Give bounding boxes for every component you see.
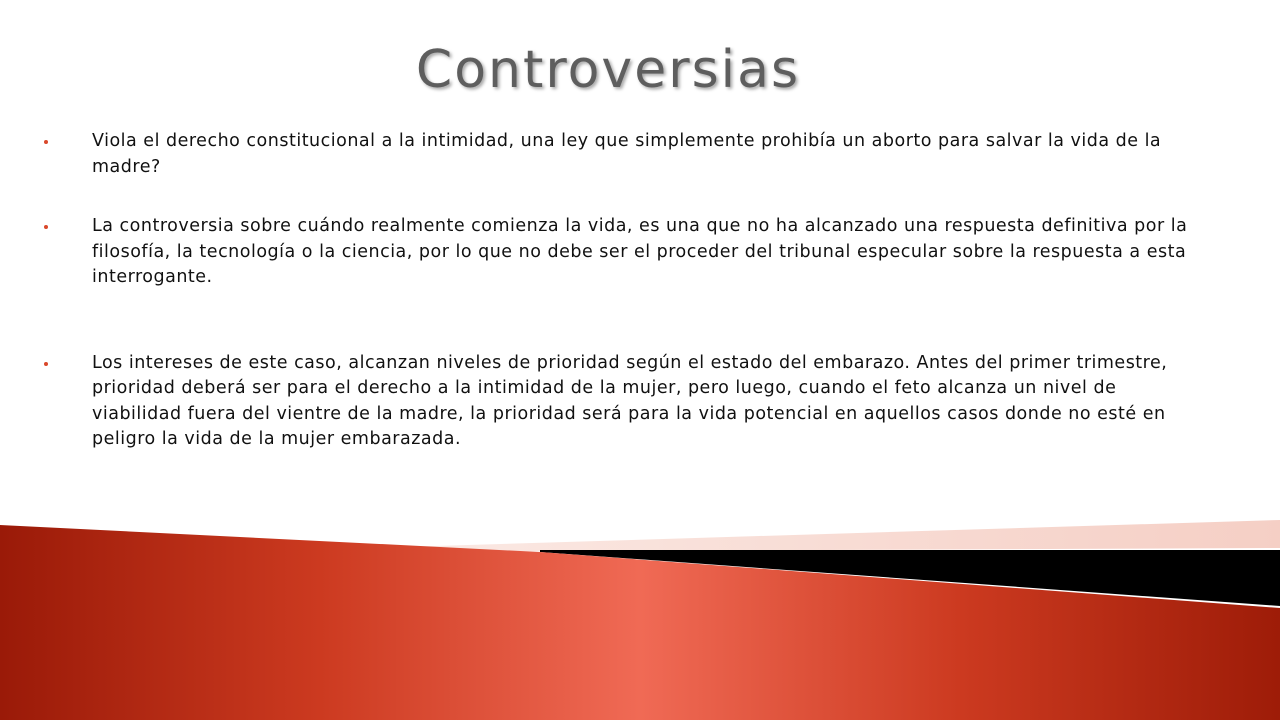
bullet-text: Los intereses de este caso, alcanzan niveles de prioridad según el estado del embarazo. Antes del primer trimestre, prioridad deberá ser para el derecho a la intimidad de la mujer, pero luego, cuando el feto alcanza un nivel de viabilidad fuera del vientre de la madre, la prioridad será para la vida potencial en aquellos casos donde no esté en peligro la vida de la mujer embarazada. (92, 352, 1168, 449)
pink-band (370, 520, 1280, 552)
bullet-icon (44, 225, 48, 229)
bullet-icon (44, 362, 48, 366)
bullet-item (40, 129, 1200, 180)
bullet-text: La controversia sobre cuándo realmente comienza la vida, es una que no ha alcanzado una respuesta definitiva por la filosofía, la tecnología o la ciencia, por lo que no debe ser el proceder del tribunal especular sobre la respuesta a esta interrogante. (92, 216, 1188, 287)
slide-title: Controversias (415, 40, 801, 100)
bullet-icon (44, 140, 48, 144)
bullet-list (40, 129, 1200, 453)
bullet-item (40, 351, 1200, 453)
bullet-text: Viola el derecho constitucional a la intimidad, una ley que simplemente prohibía un aborto para salvar la vida de la madre? (92, 131, 1162, 177)
bullet-item (40, 214, 1200, 291)
